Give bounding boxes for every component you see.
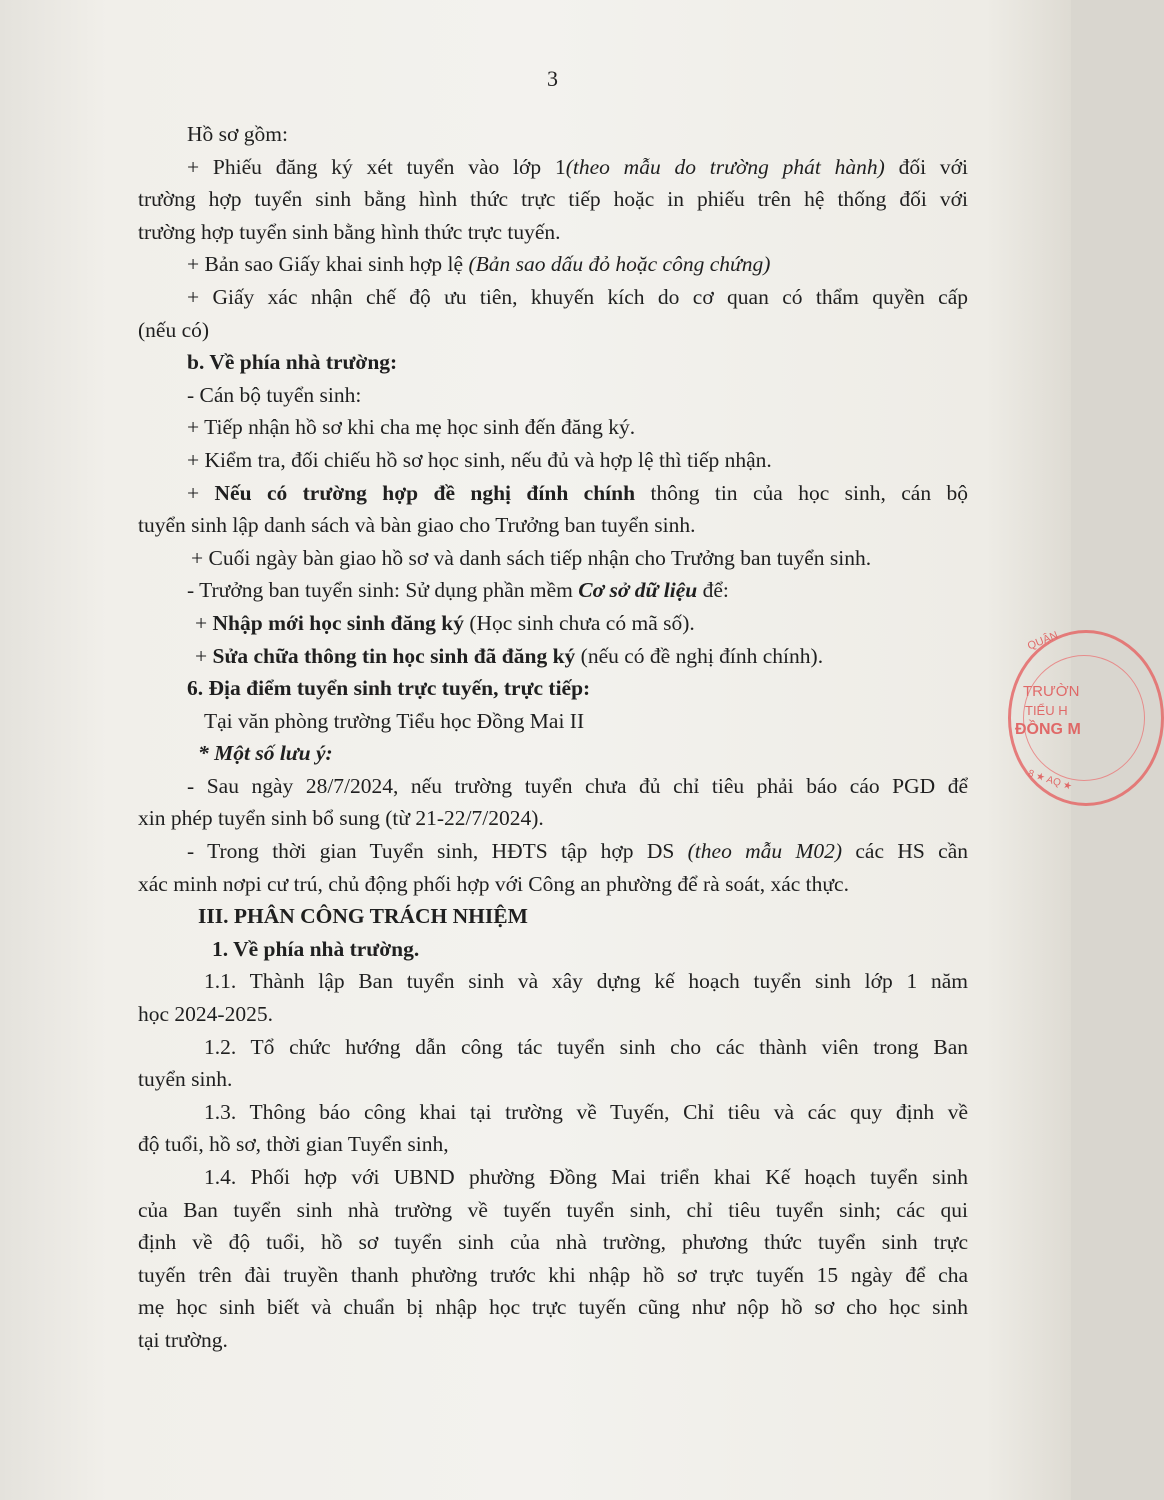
section-heading: b. Về phía nhà trường: [187,350,398,375]
text-line: độ tuổi, hồ sơ, thời gian Tuyển sinh, [138,1132,449,1157]
section-heading: 6. Địa điểm tuyển sinh trực tuyến, trực tiếp: [187,676,591,701]
stamp-text: ĐỒNG M [1015,721,1081,738]
text-line: 1.4. Phối hợp với UBND phường Đồng Mai triển khai Kế hoạch tuyển sinh [204,1165,968,1189]
text-line: - Cán bộ tuyển sinh: [187,382,362,407]
text-line: 1.1. Thành lập Ban tuyển sinh và xây dựng kế hoạch tuyển sinh lớp 1 năm [204,969,968,994]
text-line: (nếu có) [138,317,210,342]
text-line: + Tiếp nhận hồ sơ khi cha mẹ học sinh đến đăng ký. [187,415,636,440]
text-line: + Giấy xác nhận chế độ ưu tiên, khuyến kích do cơ quan có thẩm quyền cấp [187,284,968,309]
text-line: + Sửa chữa thông tin học sinh đã đăng ký (nếu có đề nghị đính chính). [195,643,824,668]
text-line: xin phép tuyển sinh bổ sung (từ 21-22/7/2024). [138,806,544,831]
stamp-text: 8 ★ AQ ★ [1026,768,1074,793]
stamp-inner-ring [1023,655,1145,781]
text-line: - Trưởng ban tuyển sinh: Sử dụng phần mềm Cơ sở dữ liệu để: [187,578,729,603]
text-line: xác minh nơpi cư trú, chủ động phối hợp với Công an phường để rà soát, xác thực. [138,871,849,896]
text-line: + Kiểm tra, đối chiếu hồ sơ học sinh, nếu đủ và hợp lệ thì tiếp nhận. [187,447,772,472]
text-line: tuyển sinh. [138,1067,233,1092]
text-line: 1.2. Tổ chức hướng dẫn công tác tuyển sinh cho các thành viên trong Ban [204,1034,968,1059]
section-heading: 1. Về phía nhà trường. [212,936,420,961]
text-line: của Ban tuyển sinh nhà trường về tuyến tuyển sinh, chỉ tiêu tuyển sinh; các qui [138,1197,968,1222]
note-heading: * Một số lưu ý: [198,741,333,766]
text-line: - Sau ngày 28/7/2024, nếu trường tuyển chưa đủ chỉ tiêu phải báo cáo PGD để [187,773,968,798]
school-seal-stamp [1008,630,1164,806]
text-line: 1.3. Thông báo công khai tại trường về Tuyến, Chỉ tiêu và các quy định về [204,1099,968,1124]
text-line: tại trường. [138,1327,228,1352]
text-line: trường hợp tuyển sinh bằng hình thức trực tuyến. [138,219,561,244]
stamp-text: TIỂU H [1025,703,1068,718]
text-line: - Trong thời gian Tuyển sinh, HĐTS tập hợp DS (theo mẫu M02) các HS cần [187,839,968,864]
text-line: tuyển sinh lập danh sách và bàn giao cho Trưởng ban tuyển sinh. [138,513,696,538]
text-line: định về độ tuổi, hồ sơ tuyển sinh của nhà trường, phương thức tuyển sinh trực [138,1230,968,1255]
document-body [138,118,968,1357]
text-line: + Phiếu đăng ký xét tuyển vào lớp 1(theo mẫu do trường phát hành) đối với [187,154,968,179]
text-line: mẹ học sinh biết và chuẩn bị nhập học trực tuyến cũng như nộp hồ sơ cho học sinh [138,1295,968,1320]
page-number: 3 [547,66,558,91]
stamp-text: QUẬN [1025,629,1060,653]
text-line: + Nếu có trường hợp đề nghị đính chính thông tin của học sinh, cán bộ [187,480,968,505]
stamp-text: TRƯỜN [1023,683,1080,700]
text-line: học 2024-2025. [138,1002,273,1027]
text-line: trường hợp tuyển sinh bằng hình thức trực tiếp hoặc in phiếu trên hệ thống đối với [138,187,968,212]
text-line: Tại văn phòng trường Tiểu học Đồng Mai II [204,708,585,733]
text-line: + Nhập mới học sinh đăng ký (Học sinh chưa có mã số). [195,610,695,635]
text-line: tuyến trên đài truyền thanh phường trước khi nhập hồ sơ trực tuyến 15 ngày để cha [138,1262,968,1287]
text-line: + Cuối ngày bàn giao hồ sơ và danh sách tiếp nhận cho Trưởng ban tuyển sinh. [191,545,872,570]
text-line: + Bản sao Giấy khai sinh hợp lệ (Bản sao dấu đỏ hoặc công chứng) [187,252,771,277]
text-line: Hồ sơ gồm: [187,122,288,146]
section-heading: III. PHÂN CÔNG TRÁCH NHIỆM [198,904,528,929]
